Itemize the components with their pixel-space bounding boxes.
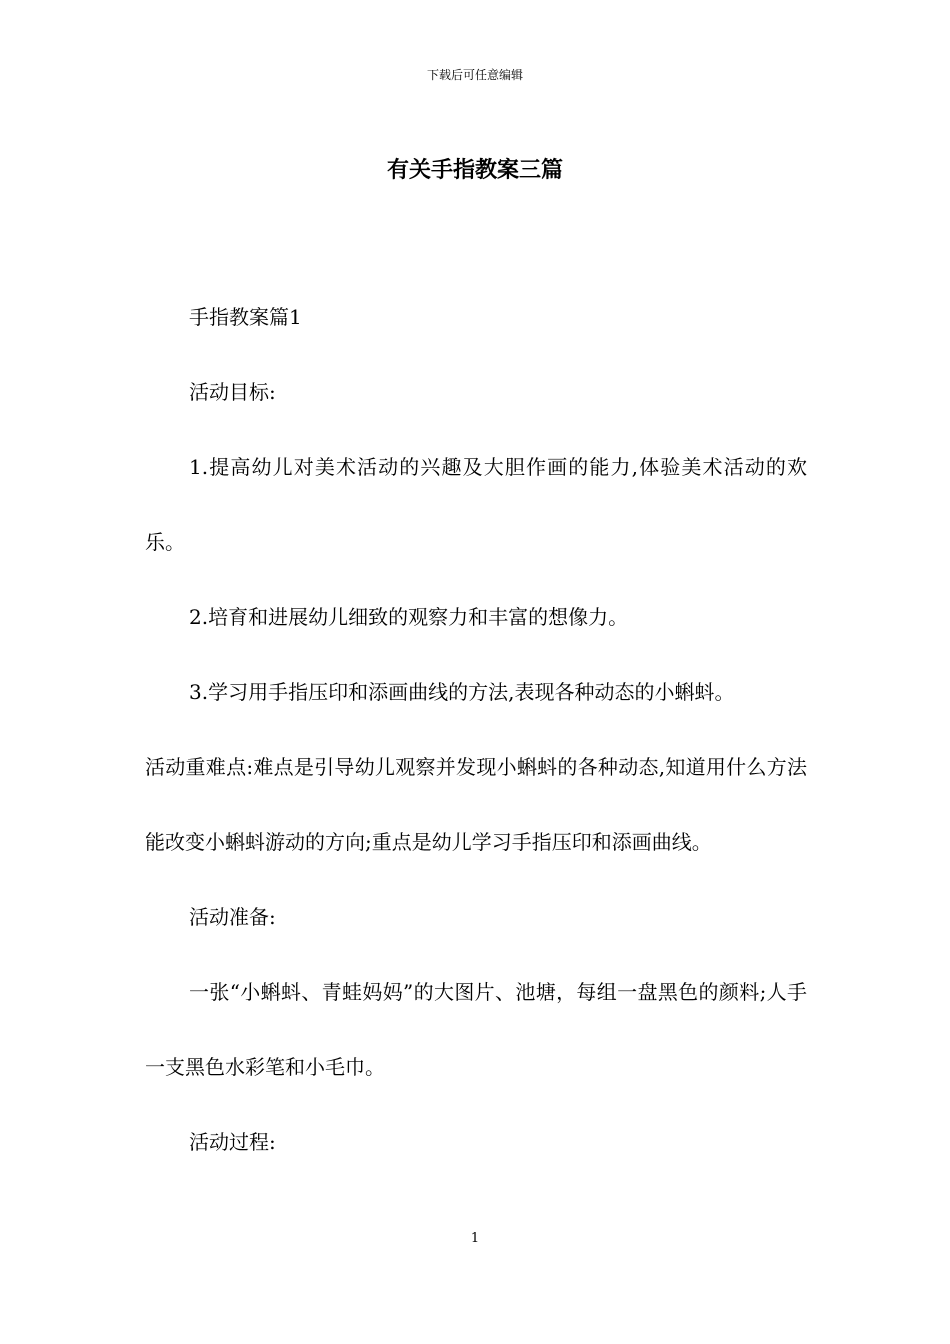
paragraph: 活动重难点:难点是引导幼儿观察并发现小蝌蚪的各种动态,知道用什么方法能改变小蝌蚪游动的方向;重点是幼儿学习手指压印和添画曲线。 [145,755,807,854]
paragraph: 手指教案篇1 [189,305,302,329]
header-note: 下载后可任意编辑 [426,68,523,82]
paragraph: 一张“小蝌蚪、青蛙妈妈”的大图片、池塘，每组一盘黑色的颜料;人手一支黑色水彩笔和小毛巾。 [145,980,807,1079]
paragraph: 2.培育和进展幼儿细致的观察力和丰富的想像力。 [189,605,629,629]
paragraph: 3.学习用手指压印和添画曲线的方法,表现各种动态的小蝌蚪。 [189,680,735,704]
paragraph: 活动目标: [189,380,276,404]
document-title: 有关手指教案三篇 [386,158,563,183]
paragraph: 活动过程: [189,1130,276,1154]
page-number: 1 [470,1231,480,1246]
paragraph: 活动准备: [189,905,276,929]
paragraph: 1.提高幼儿对美术活动的兴趣及大胆作画的能力,体验美术活动的欢乐。 [145,455,807,554]
document-body [145,280,807,1180]
